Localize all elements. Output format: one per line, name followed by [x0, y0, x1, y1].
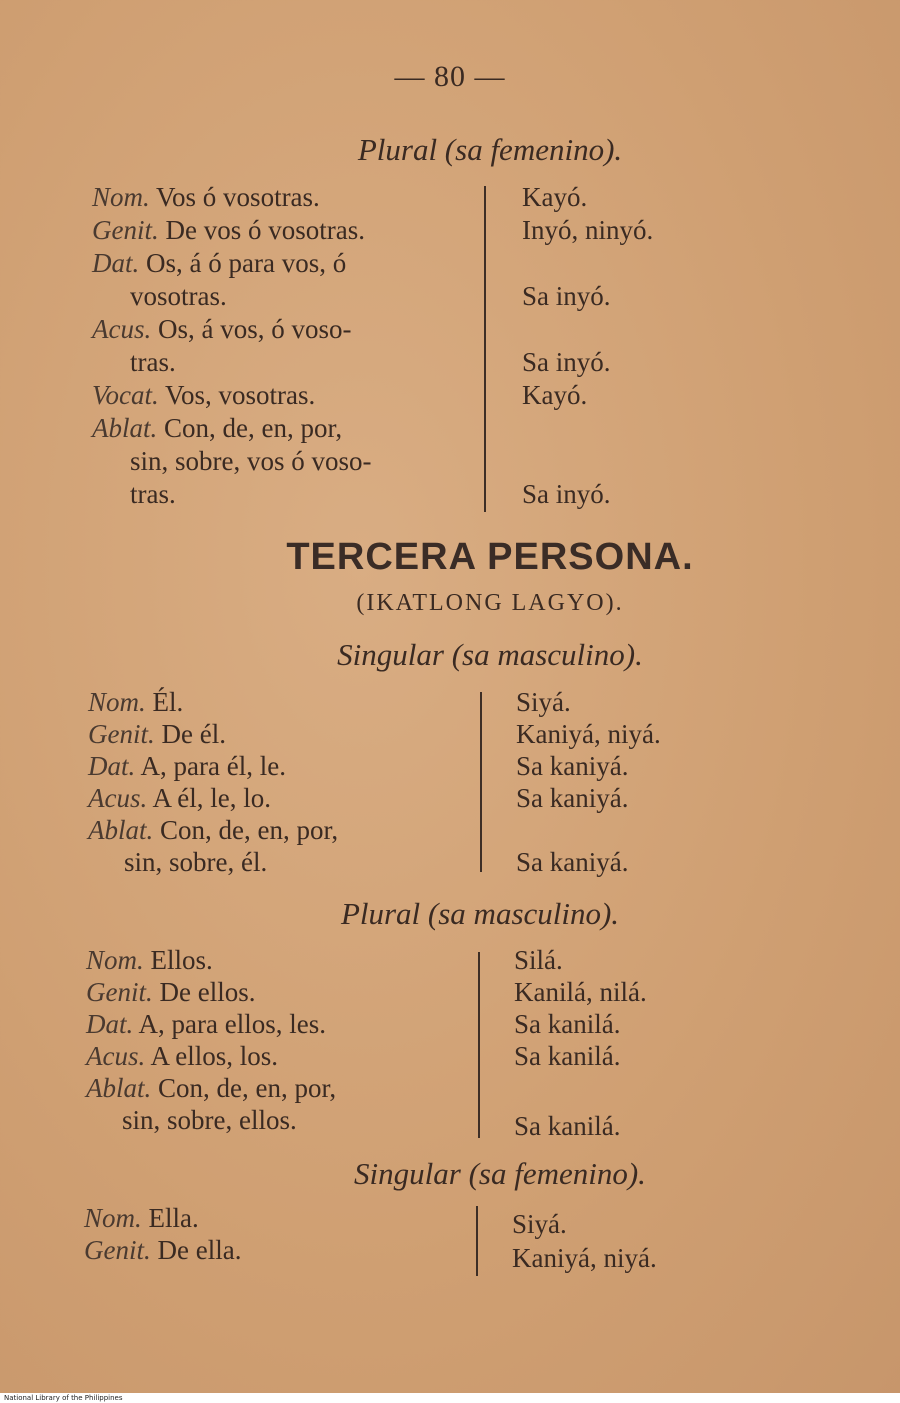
table-cell-tagalog: Sa kaniyá.: [516, 847, 629, 877]
scan-bottom-margin: [0, 1393, 900, 1403]
table-cell-tagalog: Kaniyá, niyá.: [516, 719, 661, 749]
table-cell-tagalog: Sa kaniyá.: [516, 751, 629, 781]
table-cell-tagalog: Siyá.: [512, 1209, 567, 1239]
table-row: Genit. De ellos.: [86, 977, 256, 1007]
table-cell-tagalog: Sa inyó.: [522, 479, 611, 509]
table-cell-tagalog: Sa kanilá.: [514, 1041, 621, 1071]
section-heading-singular-masculino: Singular (sa masculino).: [337, 637, 643, 672]
table-cell-tagalog: Sa inyó.: [522, 281, 611, 311]
table-cell-tagalog: Silá.: [514, 945, 563, 975]
table-row: Vocat. Vos, vosotras.: [92, 380, 316, 410]
table-row: Acus. A ellos, los.: [86, 1041, 279, 1071]
table-row: tras.: [130, 479, 176, 509]
table-row: tras.: [130, 347, 176, 377]
table-row: Acus. A él, le, lo.: [88, 783, 271, 813]
table-row: Genit. De vos ó vosotras.: [92, 215, 365, 245]
table-row: sin, sobre, ellos.: [122, 1105, 297, 1135]
page-number: — 80 —: [394, 60, 506, 93]
table-cell-tagalog: Sa kaniyá.: [516, 783, 629, 813]
table-row: vosotras.: [130, 281, 227, 311]
section-heading-plural-femenino: Plural (sa femenino).: [357, 132, 623, 167]
table-row: Ablat. Con, de, en, por,: [86, 1073, 337, 1103]
table-row: Ablat. Con, de, en, por,: [88, 815, 339, 845]
table-row: Nom. Vos ó vosotras.: [92, 182, 320, 212]
table-cell-tagalog: Kayó.: [522, 182, 588, 212]
table-row: Dat. A, para él, le.: [88, 751, 286, 781]
table-row: Genit. De ella.: [84, 1235, 242, 1265]
column-divider: [484, 186, 486, 512]
section-title: TERCERA PERSONA.: [286, 536, 694, 578]
table-row: sin, sobre, él.: [124, 847, 268, 877]
table-cell-tagalog: Siyá.: [516, 687, 571, 717]
table-row: Dat. A, para ellos, les.: [86, 1009, 326, 1039]
table-row: Dat. Os, á ó para vos, ó: [92, 248, 347, 278]
column-divider: [476, 1206, 478, 1276]
table-row: Nom. Él.: [88, 687, 184, 717]
table-row: sin, sobre, vos ó voso-: [130, 446, 372, 476]
table-row: Genit. De él.: [88, 719, 226, 749]
table-row: Ablat. Con, de, en, por,: [92, 413, 343, 443]
table-cell-tagalog: Sa kanilá.: [514, 1111, 621, 1141]
table-cell-tagalog: Kaniyá, niyá.: [512, 1243, 657, 1273]
section-heading-plural-masculino: Plural (sa masculino).: [340, 896, 620, 931]
table-cell-tagalog: Sa kanilá.: [514, 1009, 621, 1039]
section-subtitle: (IKATLONG LAGYO).: [356, 590, 624, 616]
table-cell-tagalog: Kayó.: [522, 380, 588, 410]
library-credit: National Library of the Philippines: [4, 1394, 123, 1402]
table-cell-tagalog: Sa inyó.: [522, 347, 611, 377]
section-heading-singular-femenino: Singular (sa femenino).: [354, 1156, 646, 1191]
table-cell-tagalog: Kanilá, nilá.: [514, 977, 647, 1007]
table-row: Nom. Ella.: [84, 1203, 199, 1233]
table-row: Acus. Os, á vos, ó voso-: [92, 314, 352, 344]
table-cell-tagalog: Inyó, ninyó.: [522, 215, 654, 245]
column-divider: [478, 952, 480, 1138]
column-divider: [480, 692, 482, 872]
table-row: Nom. Ellos.: [86, 945, 213, 975]
